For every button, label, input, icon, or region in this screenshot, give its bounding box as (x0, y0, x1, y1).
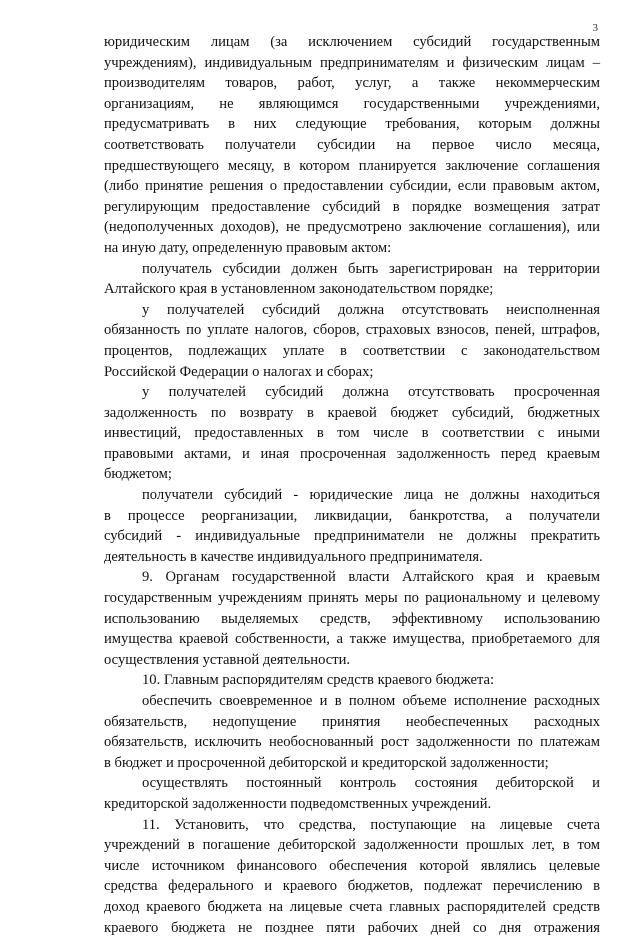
paragraph-item-11 (104, 815, 600, 938)
text-line: учреждениям), индивидуальным предпринимателям и физическим лицам – (104, 54, 600, 71)
text-line: осуществления уставной деятельности. (104, 651, 351, 668)
text-line: учреждений в погашение дебиторской задолженности прошлых лет, в том (104, 837, 600, 854)
text-line: регулирующим предоставление субсидий в порядке возмещения затрат (104, 198, 600, 215)
paragraph-item-10-control (104, 773, 600, 814)
text-line: осуществлять постоянный контроль состояния дебиторской и (142, 775, 600, 792)
text-line: на иную дату, определенную правовым актом: (104, 239, 392, 256)
text-line: соответствовать получатели субсидии на первое число месяца, (104, 136, 600, 153)
text-line: обязанность по уплате налогов, сборов, страховых взносов, пеней, штрафов, (104, 322, 600, 339)
text-line: доход краевого бюджета на лицевые счета главных распорядителей средств (104, 898, 600, 915)
text-line: у получателей субсидий должна отсутствовать просроченная (142, 384, 600, 401)
paragraph-item-10 (104, 670, 600, 691)
text-line: правовыми актами, и иная просроченная задолженность перед краевым (104, 445, 600, 462)
text-line: задолженность по возврату в краевой бюджет субсидий, бюджетных (104, 404, 600, 421)
text-line: Алтайского края в установленном законодательством порядке; (104, 281, 494, 298)
text-line: обязательств, исключить необоснованный рост задолженности по платежам (104, 734, 600, 751)
paragraph-registration (104, 259, 600, 300)
text-line: предусматривать в них следующие требования, которым должны (104, 116, 600, 133)
text-line: имущества краевой собственности, а также имущества, приобретаемого для (104, 631, 600, 648)
text-line: предшествующего месяцу, в котором планируется заключение соглашения (104, 157, 600, 174)
text-line: средства федерального и краевого бюджетов, подлежат перечислению в (104, 878, 600, 895)
text-line: получатель субсидии должен быть зарегистрирован на территории (142, 260, 600, 277)
text-line: в процессе реорганизации, ликвидации, банкротства, а получатели (104, 507, 600, 524)
text-line: субсидий - индивидуальные предприниматели не должны прекратить (104, 528, 600, 545)
paragraph-tax-obligations (104, 300, 600, 382)
text-line: обязательств, недопущение принятия необеспеченных расходных (104, 713, 600, 730)
text-line: у получателей субсидий должна отсутствовать неисполненная (142, 301, 600, 318)
text-line: (либо принятие решения о предоставлении субсидии, если правовым актом, (104, 178, 600, 195)
paragraph-item-9 (104, 567, 600, 670)
text-line: получатели субсидий - юридические лица не должны находиться (142, 487, 600, 504)
text-line: 10. Главным распорядителям средств краевого бюджета: (142, 672, 495, 689)
text-line: использованию выделяемых средств, эффективному использованию (104, 610, 600, 627)
paragraph-subsidy-requirements (104, 32, 600, 259)
text-line: инвестиций, предоставленных в том числе в соответствии с иными (104, 425, 600, 442)
paragraph-overdue-debt (104, 382, 600, 485)
text-line: кредиторской задолженности подведомственных учреждений. (104, 795, 492, 812)
text-line: краевого бюджета не позднее пяти рабочих дней со дня отражения (104, 919, 600, 936)
text-line: бюджетом; (104, 466, 172, 483)
paragraph-item-10-ensure (104, 691, 600, 773)
text-line: 11. Установить, что средства, поступающие на лицевые счета (142, 816, 600, 833)
text-line: (недополученных доходов), не предусмотрено заключение соглашения), или (104, 219, 600, 236)
text-line: числе источником финансового обеспечения которой являлись целевые (104, 857, 600, 874)
text-line: производителям товаров, работ, услуг, а также некоммерческим (104, 75, 600, 92)
text-line: обеспечить своевременное и в полном объеме исполнение расходных (142, 693, 600, 709)
paragraph-reorganization (104, 485, 600, 567)
text-line: организациям, не являющимся государственными учреждениями, (104, 95, 600, 112)
page-number: 3 (592, 22, 598, 34)
document-body (104, 32, 600, 938)
text-line: государственным учреждениям принять меры по рациональному и целевому (104, 590, 600, 607)
text-line: юридическим лицам (за исключением субсидий государственным (104, 34, 600, 50)
text-line: Российской Федерации о налогах и сборах; (104, 363, 374, 380)
text-line: 9. Органам государственной власти Алтайского края и краевым (142, 569, 600, 586)
text-line: процентов, подлежащих уплате в соответствии с законодательством (104, 342, 600, 359)
text-line: деятельность в качестве индивидуального предпринимателя. (104, 548, 483, 565)
text-line: в бюджет и просроченной дебиторской и кредиторской задолженности; (104, 754, 549, 771)
